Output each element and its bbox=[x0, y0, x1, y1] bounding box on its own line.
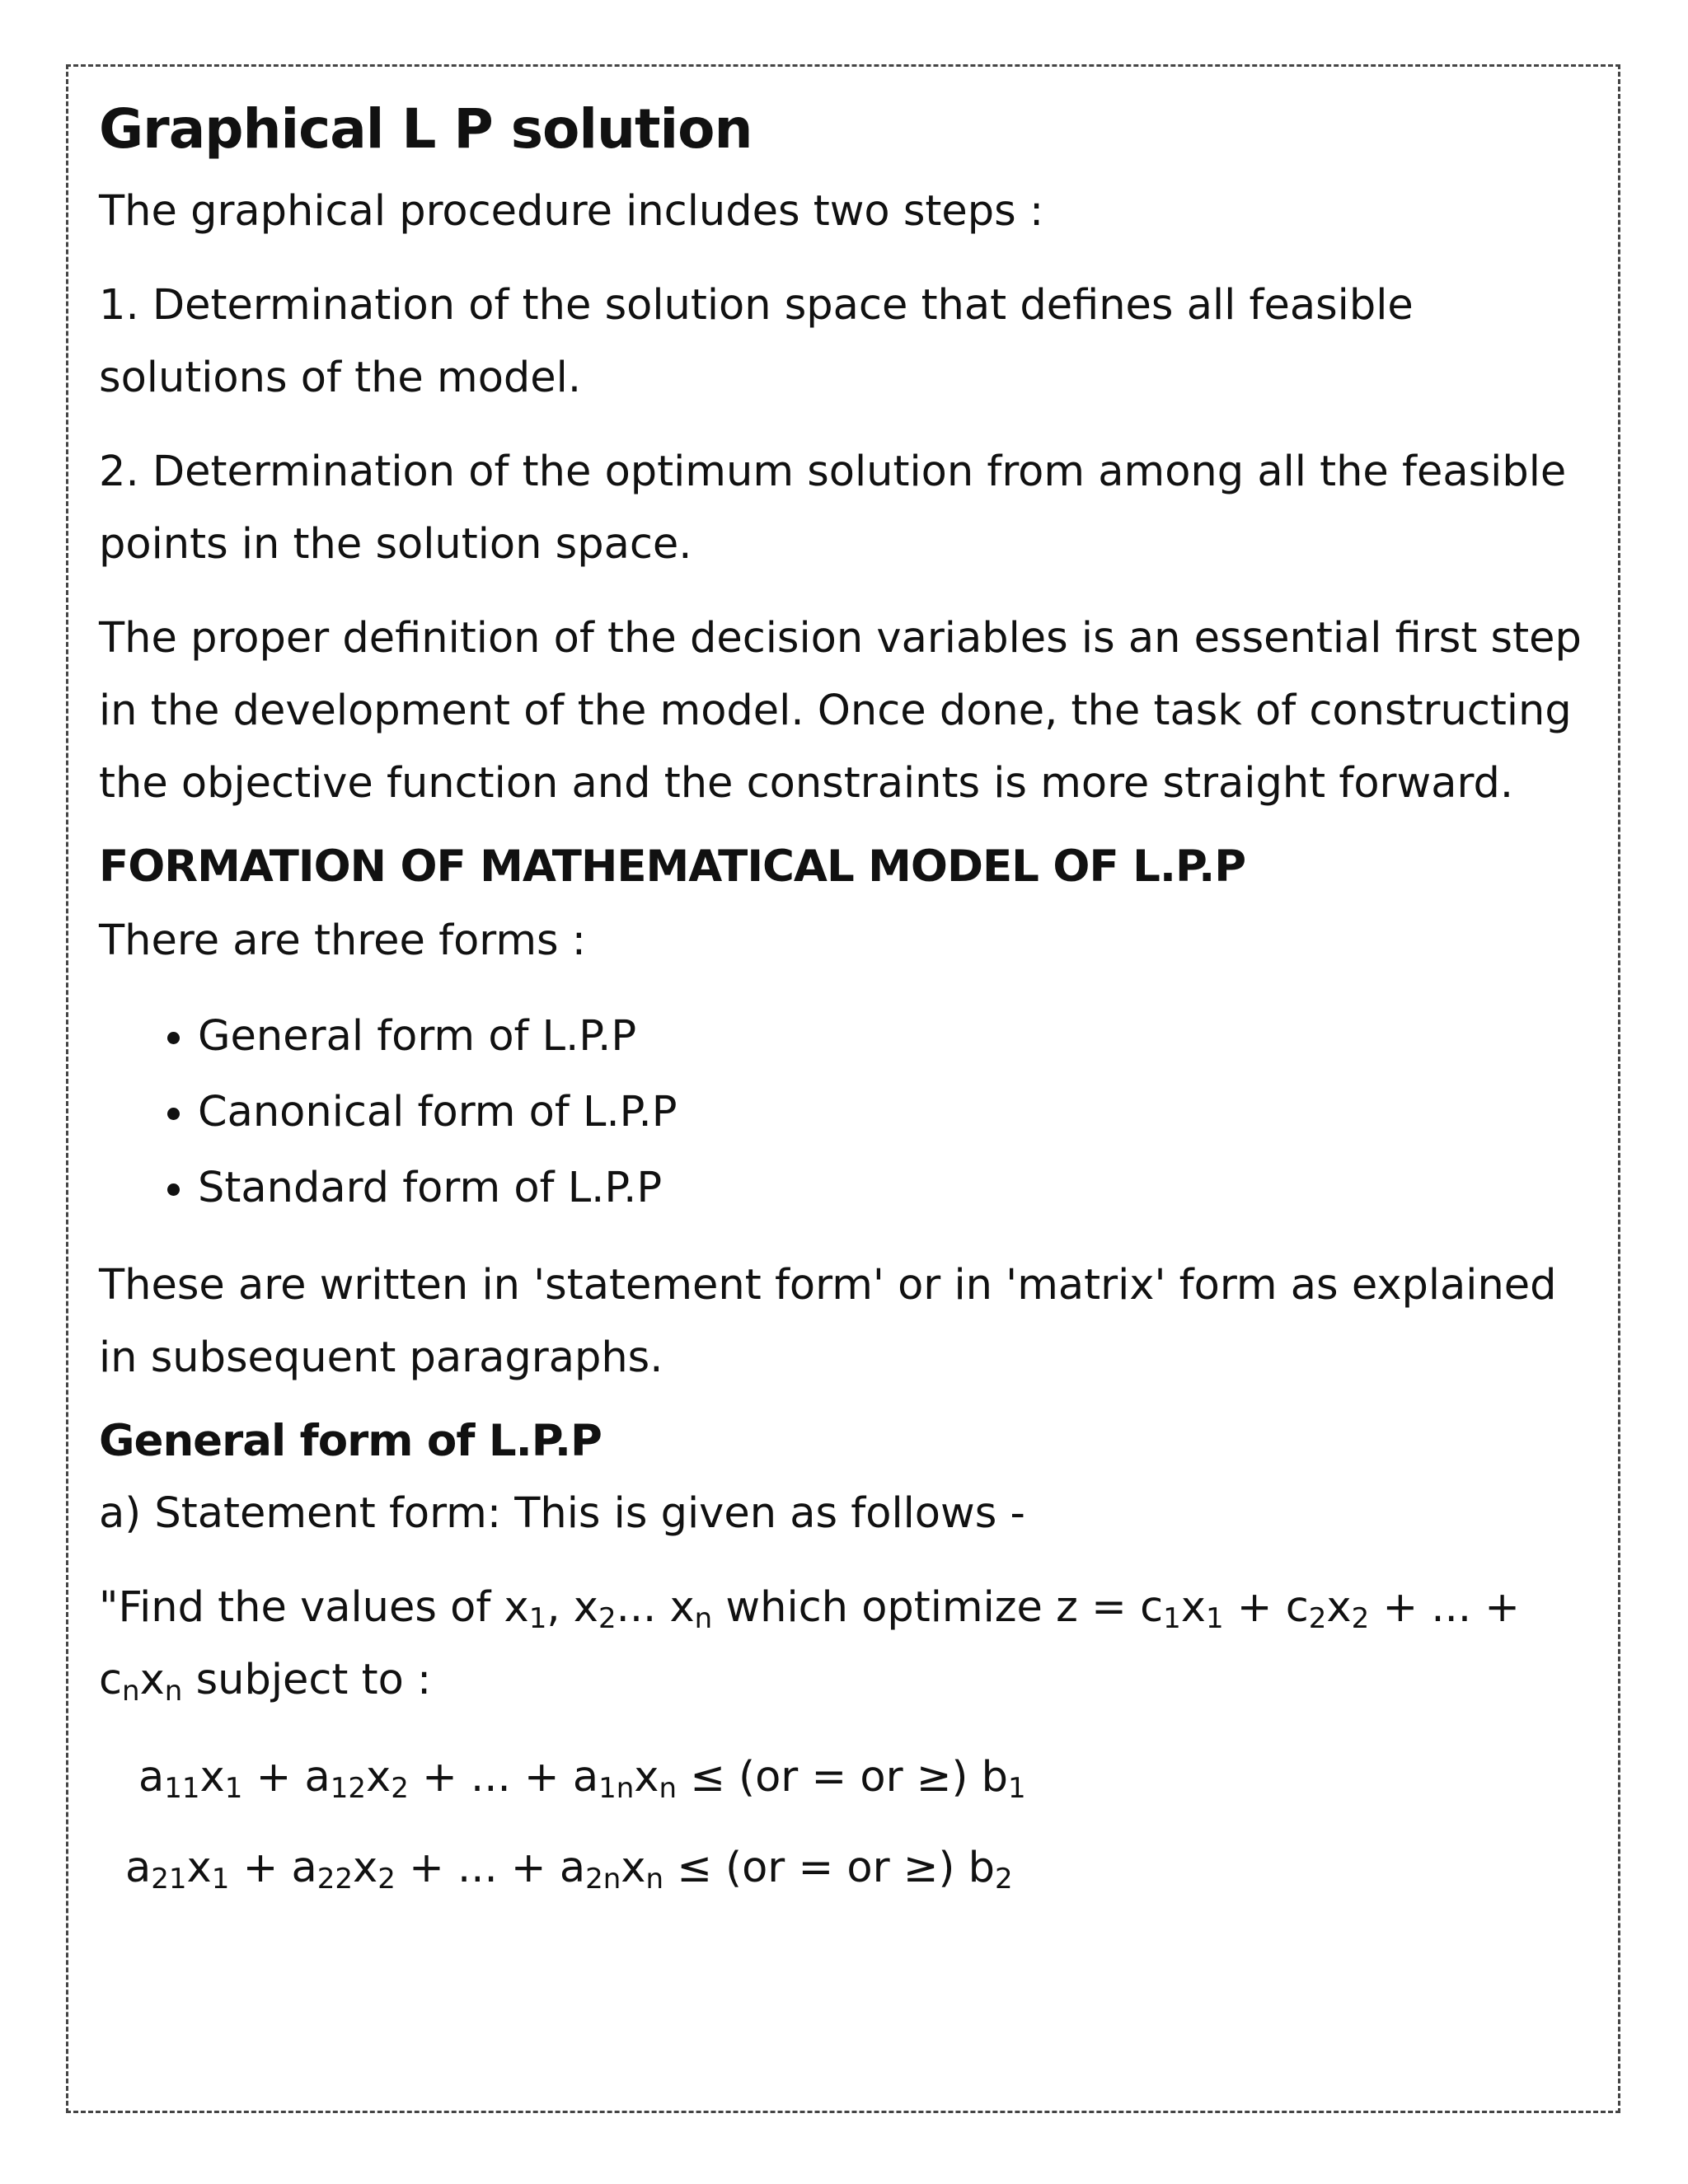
definition-paragraph: The proper definition of the decision variables is an essential first step in the development of the model. Once done, the task of constructing the objective function and the constraints is more straight forward. bbox=[99, 614, 1582, 808]
document-body bbox=[99, 97, 1582, 1908]
constraint-equation-2: $a_{21}x_1 + a_{22}x_2$ + ... + $a_{2n}x_n \le (or$ = or ≥) $b_2$ bbox=[125, 1844, 1013, 1896]
page-title: Graphical L P solution bbox=[99, 97, 753, 161]
forms-intro-text: There are three forms : bbox=[99, 916, 586, 965]
step-2-text: 2. Determination of the optimum solution from among all the feasible points in the solution space. bbox=[99, 448, 1567, 569]
intro-text: The graphical procedure includes two steps : bbox=[99, 187, 1044, 236]
general-form-heading: General form of L.P.P bbox=[99, 1416, 602, 1466]
written-forms-paragraph: These are written in 'statement form' or in 'matrix' form as explained in subsequent paragraphs. bbox=[99, 1261, 1557, 1382]
statement-form-text: a) Statement form: This is given as follows - bbox=[99, 1489, 1025, 1538]
list-item-general-form: • General form of L.P.P bbox=[198, 999, 1582, 1075]
constraint-equation-1: $a_{11}x_1 + a_{12}x_2$ + ... + $a_{1n}x_n \le (or$ = or ≥) $b_1$ bbox=[138, 1753, 1026, 1805]
list-item-canonical-form: • Canonical form of L.P.P bbox=[198, 1075, 1582, 1151]
formation-heading: FORMATION OF MATHEMATICAL MODEL OF L.P.P bbox=[99, 841, 1246, 892]
forms-list bbox=[99, 999, 1582, 1226]
step-1-text: 1. Determination of the solution space that defines all feasible solutions of the model. bbox=[99, 281, 1414, 402]
list-item-standard-form: • Standard form of L.P.P bbox=[198, 1151, 1582, 1226]
objective-function-text: "Find the values of $x_1$, $x_2$... $x_n$ which optimize $z = c_1x_1 + c_2x_2$ + ... + $c_nx_n$ subject to : bbox=[99, 1583, 1520, 1708]
